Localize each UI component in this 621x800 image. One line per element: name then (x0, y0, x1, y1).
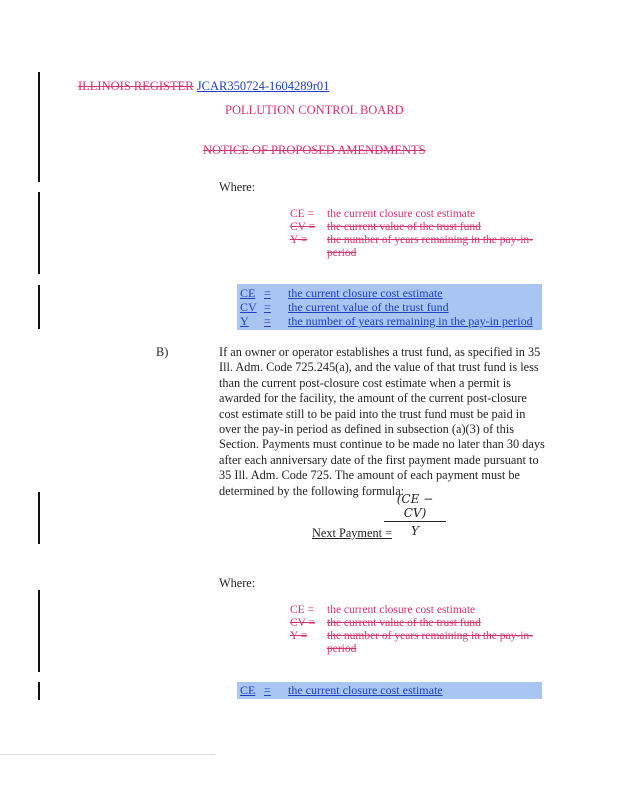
change-bar (38, 682, 40, 700)
change-bar (38, 285, 40, 329)
definition-text: the current closure cost estimate (288, 683, 443, 697)
change-bar (38, 192, 40, 274)
change-bar (38, 492, 40, 544)
definition-text: the current value of the trust fund (327, 221, 481, 233)
definition-symbol: CE = (290, 604, 315, 616)
definition-equals: = (264, 300, 271, 314)
definition-symbol: CE (240, 683, 256, 697)
definition-row (290, 604, 539, 617)
definition-row (290, 234, 539, 260)
definition-symbol: CV = (290, 221, 316, 233)
definition-symbol: CV (240, 300, 257, 314)
register-deleted: ILLINOIS REGISTER (78, 79, 194, 93)
register-header (78, 79, 329, 94)
section-paragraph: If an owner or operator establishes a trust fund, as specified in 35 Ill. Adm. Code 725.245(a), and the value of that trust fund is less than the current post-closure cost estimate when a permit is awarded for the facility, the amount of the current post-closure cost estimate still to be paid into the trust fund must be paid in over the pay-in period as defined in subsection (a)(3) of this Section. Payments must continue to be made no later than 30 days after each anniversary date of the first payment made pursuant to 35 Ill. Adm. Code 725. The amount of each payment must be determined by the following formula: (219, 345, 545, 498)
deleted-definitions-2 (290, 604, 539, 656)
definition-equals: = (264, 314, 271, 328)
section-label: B) (156, 345, 169, 359)
definition-row (290, 221, 539, 234)
definition-text: the current closure cost estimate (327, 208, 476, 220)
definition-symbol: Y (240, 314, 249, 328)
formula-numerator: (CE − CV) (396, 492, 434, 520)
formula-fraction (384, 492, 446, 538)
definition-equals: = (264, 286, 271, 300)
definition-text: the current closure cost estimate (327, 604, 476, 616)
inserted-definitions (237, 284, 542, 330)
register-inserted: JCAR350724-1604289r01 (196, 79, 330, 93)
scan-line (0, 754, 215, 755)
definition-symbol: Y = (290, 234, 308, 246)
deleted-definitions (290, 208, 539, 260)
definition-row (290, 617, 539, 630)
definition-text: the current value of the trust fund (288, 300, 449, 314)
definition-text: the current closure cost estimate (288, 286, 443, 300)
formula-label: Next Payment = (312, 526, 393, 540)
definition-symbol: CV = (290, 617, 316, 629)
definition-row (290, 208, 539, 221)
definition-symbol: CE (240, 286, 256, 300)
change-bar (38, 590, 40, 672)
definition-symbol: CE = (290, 208, 315, 220)
change-bar (38, 72, 40, 182)
definition-text: the number of years remaining in the pay-in-period (327, 630, 533, 655)
definition-text: the number of years remaining in the pay-in-period (327, 234, 533, 259)
notice-title: NOTICE OF PROPOSED AMENDMENTS (203, 143, 426, 157)
definition-text: the current value of the trust fund (327, 617, 481, 629)
definition-text: the number of years remaining in the pay-in period (288, 314, 533, 328)
definition-symbol: Y = (290, 630, 308, 642)
definition-row (237, 300, 542, 314)
definition-row (237, 314, 542, 328)
definition-row (237, 683, 542, 697)
inserted-definitions-2 (237, 682, 542, 699)
where-label-2: Where: (219, 576, 256, 590)
where-label: Where: (219, 180, 256, 194)
definition-row (237, 286, 542, 300)
definition-row (290, 630, 539, 656)
board-title: POLLUTION CONTROL BOARD (225, 103, 404, 117)
definition-equals: = (264, 683, 271, 697)
formula-denominator: Y (411, 524, 419, 538)
